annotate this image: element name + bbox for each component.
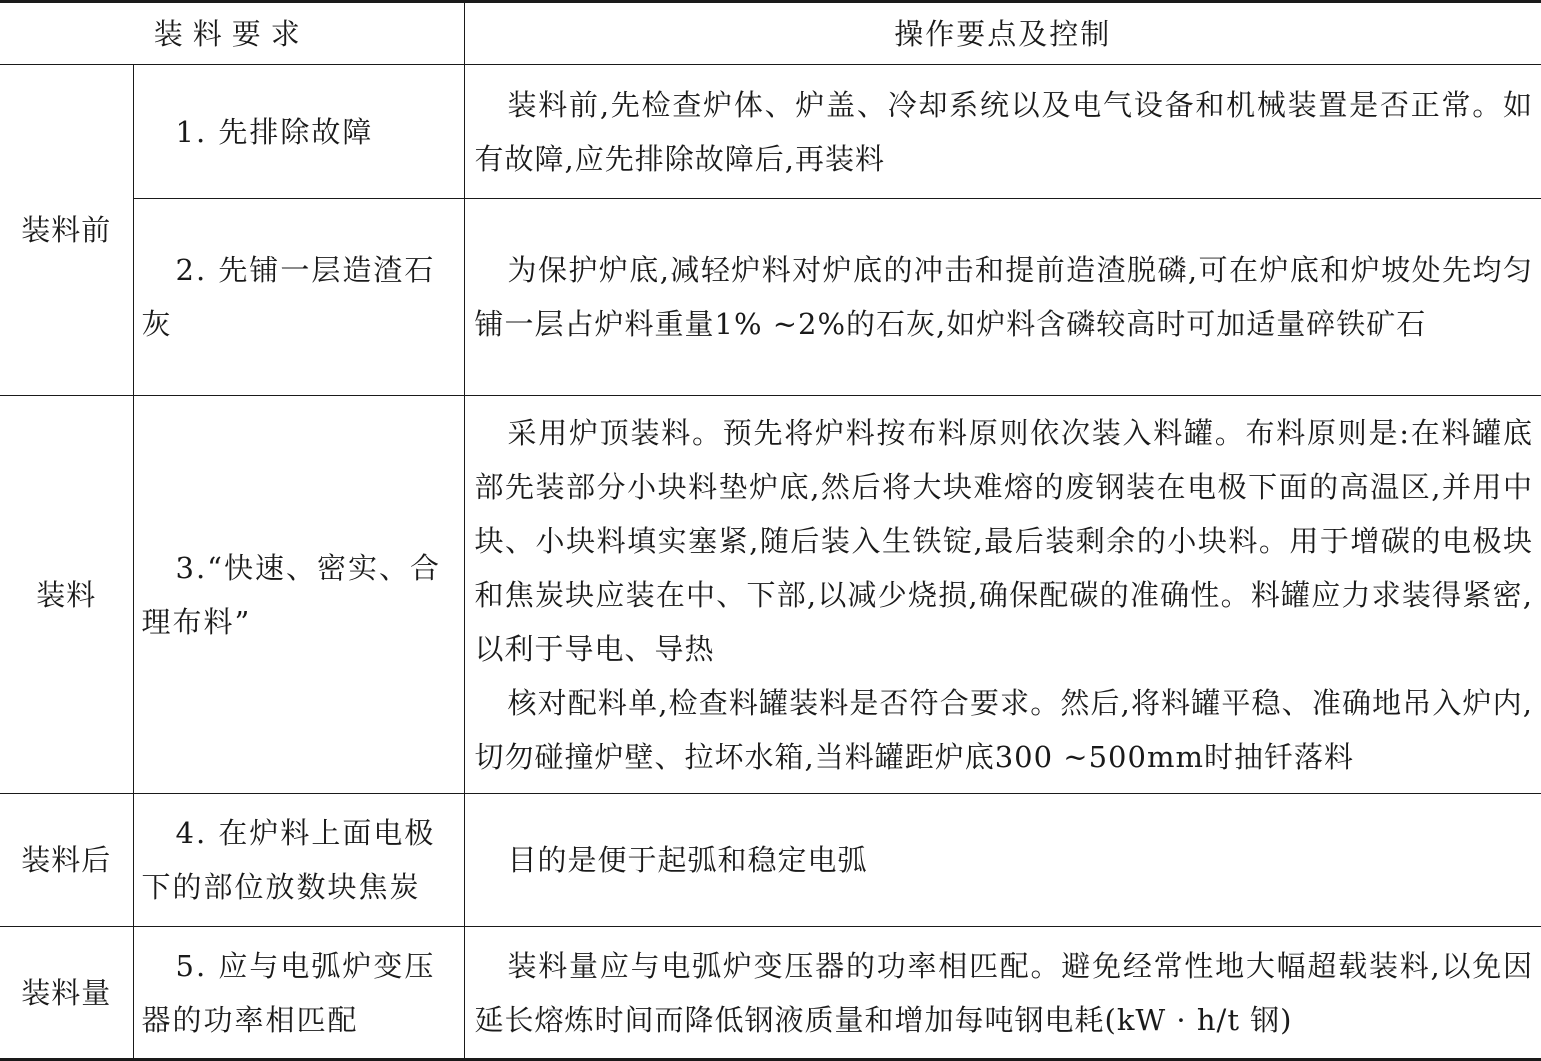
requirement-cell: 5. 应与电弧炉变压器的功率相匹配 [133, 927, 464, 1060]
detail-paragraph: 目的是便于起弧和稳定电弧 [507, 843, 868, 877]
detail-cell [464, 794, 1541, 927]
header-requirement: 装料要求 [0, 2, 464, 65]
stage-cell: 装料 [0, 396, 133, 794]
table-row [0, 199, 1541, 396]
stage-cell: 装料量 [0, 927, 133, 1060]
stage-cell: 装料前 [0, 65, 133, 396]
requirement-cell: 1. 先排除故障 [133, 65, 464, 199]
detail-cell [464, 396, 1541, 794]
header-operation: 操作要点及控制 [464, 2, 1541, 65]
table-header-row [0, 2, 1541, 65]
table-row [0, 927, 1541, 1060]
stage-cell: 装料后 [0, 794, 133, 927]
detail-cell [464, 199, 1541, 396]
table-row [0, 396, 1541, 794]
detail-paragraph: 核对配料单,检查料罐装料是否符合要求。然后,将料罐平稳、准确地吊入炉内,切勿碰撞炉壁、拉坏水箱,当料罐距炉底300 ~500mm时抽钎落料 [474, 685, 1533, 774]
detail-paragraph: 装料前,先检查炉体、炉盖、冷却系统以及电气设备和机械装置是否正常。如有故障,应先排除故障后,再装料 [474, 87, 1534, 176]
detail-paragraph: 为保护炉底,减轻炉料对炉底的冲击和提前造渣脱磷,可在炉底和炉坡处先均匀铺一层占炉料重量1% ~2%的石灰,如炉料含磷较高时可加适量碎铁矿石 [474, 253, 1534, 341]
requirement-cell: 2. 先铺一层造渣石灰 [133, 199, 464, 396]
table-row [0, 794, 1541, 927]
detail-cell [464, 65, 1541, 199]
table-row [0, 65, 1541, 199]
detail-paragraph: 采用炉顶装料。预先将炉料按布料原则依次装入料罐。布料原则是:在料罐底部先装部分小块料垫炉底,然后将大块难熔的废钢装在电极下面的高温区,并用中块、小块料填实塞紧,随后装入生铁锭,最后装剩余的小块料。用于增碳的电极块和焦炭块应装在中、下部,以减少烧损,确保配碳的准确性。料罐应力求装得紧密,以利于导电、导热 [474, 415, 1534, 666]
detail-paragraph: 装料量应与电弧炉变压器的功率相匹配。避免经常性地大幅超载装料,以免因延长熔炼时间而降低钢液质量和增加每吨钢电耗(kW · h/t 钢) [474, 948, 1534, 1037]
detail-cell [464, 927, 1541, 1060]
requirement-cell: 3.“快速、密实、合理布料” [133, 396, 464, 794]
requirement-cell: 4. 在炉料上面电极下的部位放数块焦炭 [133, 794, 464, 927]
